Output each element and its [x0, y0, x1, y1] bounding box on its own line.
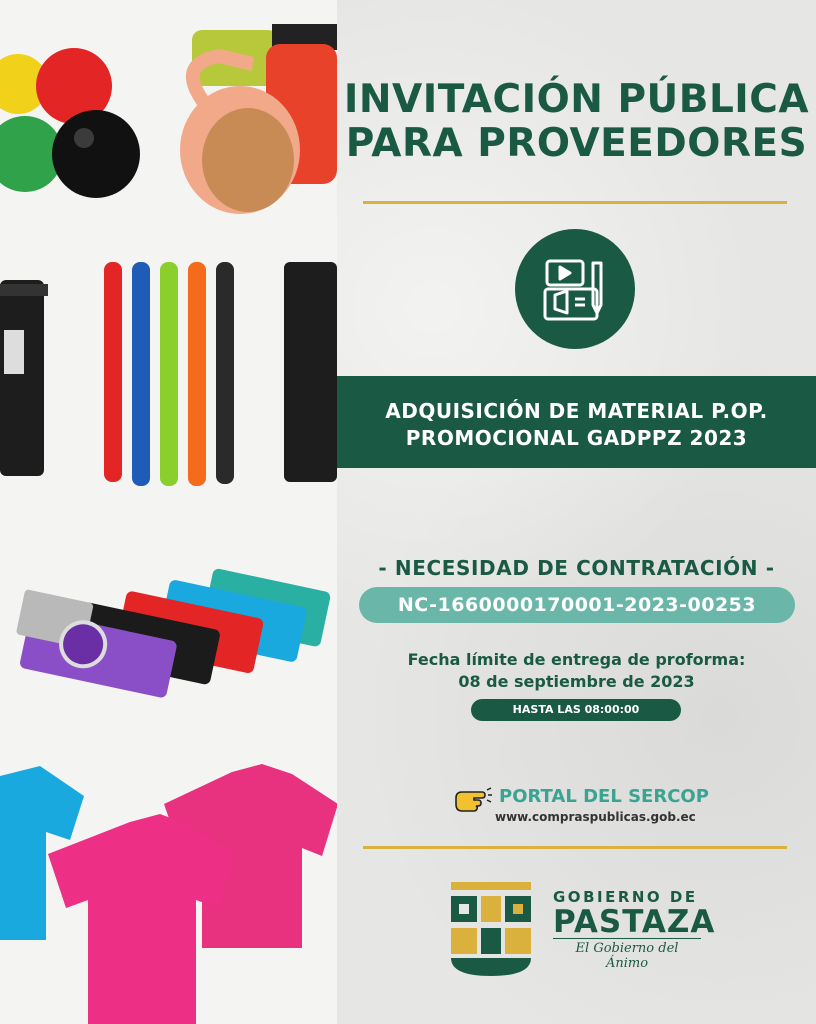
bottom-divider	[363, 846, 787, 849]
deadline-text	[337, 649, 816, 693]
stress-balls-image	[0, 48, 140, 198]
info-panel	[337, 0, 816, 1024]
banner-line-1: ADQUISICIÓN DE MATERIAL P.OP.	[385, 399, 768, 423]
gobierno-logo-text	[553, 888, 715, 971]
page-title	[337, 78, 816, 166]
logo-slogan: El Gobierno del Ánimo	[553, 938, 701, 971]
title-line-1: INVITACIÓN PÚBLICA	[343, 77, 810, 122]
product-collage	[0, 0, 337, 1024]
marketing-icon	[515, 229, 635, 349]
pointing-hand-icon	[453, 786, 493, 816]
megaphone-icon	[515, 229, 635, 349]
logo-line-2: PASTAZA	[553, 904, 716, 940]
deadline-line-2: 08 de septiembre de 2023	[458, 672, 695, 691]
deadline-time-badge: HASTA LAS 08:00:00	[471, 699, 681, 721]
necesidad-code: NC-1660000170001-2023-00253	[359, 587, 795, 623]
top-divider	[363, 201, 787, 204]
pastaza-logo-icon	[451, 882, 531, 976]
banner-line-2: PROMOCIONAL GADPPZ 2023	[405, 426, 748, 450]
portal-title: PORTAL DEL SERCOP	[499, 786, 709, 807]
project-banner	[337, 376, 816, 468]
deadline-line-1: Fecha límite de entrega de proforma:	[407, 650, 746, 669]
title-line-2: PARA PROVEEDORES	[345, 121, 808, 166]
logo-line-1: GOBIERNO DE	[553, 888, 698, 906]
pens-image	[104, 262, 234, 486]
portal-url[interactable]: www.compraspublicas.gob.ec	[495, 810, 696, 824]
gobierno-logo-mark	[451, 882, 531, 976]
necesidad-label: - NECESIDAD DE CONTRATACIÓN -	[378, 556, 775, 580]
t-shirts-image	[0, 764, 337, 1024]
mugs-image	[180, 24, 337, 214]
product-illustration	[0, 0, 337, 1024]
usb-drives-image	[9, 530, 331, 727]
